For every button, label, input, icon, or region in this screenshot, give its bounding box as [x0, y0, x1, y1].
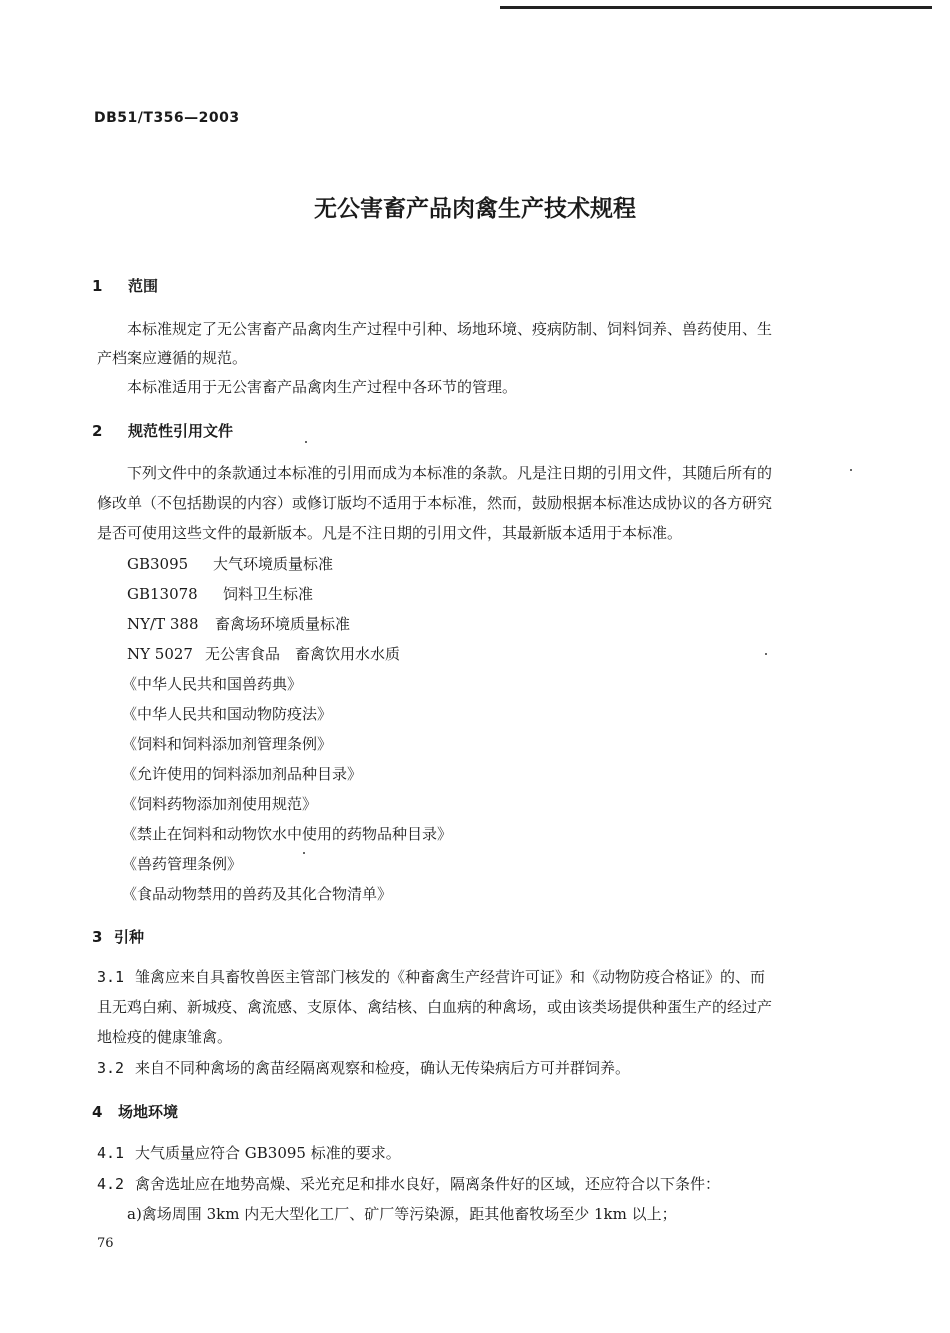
top-rule — [500, 6, 932, 9]
reference-name: 畜禽场环境质量标准 — [215, 615, 351, 633]
clause-number: 4.2 — [97, 1175, 125, 1193]
reference-item — [127, 613, 350, 634]
clause-3-1 — [97, 966, 765, 987]
clause-number: 3.1 — [97, 968, 125, 986]
reference-item — [127, 583, 313, 604]
clause-number: 3.2 — [97, 1059, 125, 1077]
reference-document: 《饲料和饲料添加剂管理条例》 — [122, 735, 333, 753]
reference-code: NY/T 388 — [127, 615, 199, 633]
section-title: 引种 — [114, 928, 145, 946]
clause-text: 雏禽应来自具畜牧兽医主管部门核发的《种畜禽生产经营许可证》和《动物防疫合格证》的、而 — [135, 968, 766, 986]
clause-4-2 — [97, 1173, 720, 1194]
document-title: 无公害畜产品肉禽生产技术规程 — [314, 196, 636, 222]
document-code: DB51/T356—2003 — [94, 110, 240, 126]
paragraph-line: 地检疫的健康雏禽。 — [97, 1028, 233, 1046]
clause-number: 4.1 — [97, 1144, 125, 1162]
section-number: 1 — [92, 277, 103, 295]
reference-document: 《兽药管理条例》 — [122, 855, 243, 873]
reference-document: 《中华人民共和国兽药典》 — [122, 675, 303, 693]
section-number: 2 — [92, 422, 103, 440]
reference-document: 《中华人民共和国动物防疫法》 — [122, 705, 333, 723]
paragraph-line: 下列文件中的条款通过本标准的引用而成为本标准的条款。凡是注日期的引用文件，其随后所有的 — [127, 464, 773, 482]
reference-document: 《允许使用的饲料添加剂品种目录》 — [122, 765, 363, 783]
reference-document: 《食品动物禁用的兽药及其化合物清单》 — [122, 885, 393, 903]
reference-document: 《饲料药物添加剂使用规范》 — [122, 795, 318, 813]
section-title: 范围 — [128, 277, 159, 295]
reference-name: 饲料卫生标准 — [223, 585, 314, 603]
reference-name: 无公害食品 畜禽饮用水水质 — [205, 645, 401, 663]
clause-4-1 — [97, 1142, 401, 1163]
reference-code: GB13078 — [127, 585, 198, 603]
scan-speck — [303, 852, 305, 854]
paragraph-line: 修改单（不包括勘误的内容）或修订版均不适用于本标准，然而，鼓励根据本标准达成协议的各方研究 — [97, 494, 773, 512]
reference-item — [127, 643, 400, 664]
paragraph-line: 本标准适用于无公害畜产品禽肉生产过程中各环节的管理。 — [127, 378, 518, 396]
section-4-heading — [92, 1101, 178, 1122]
list-item-a: a)禽场周围 3km 内无大型化工厂、矿厂等污染源，距其他畜牧场至少 1km 以上； — [127, 1205, 677, 1223]
page-number: 76 — [97, 1236, 114, 1251]
reference-document: 《禁止在饲料和动物饮水中使用的药物品种目录》 — [122, 825, 453, 843]
section-1-heading — [92, 275, 158, 296]
section-2-heading — [92, 420, 233, 441]
section-number: 3 — [92, 928, 103, 946]
reference-code: GB3095 — [127, 555, 189, 573]
clause-text: 来自不同种禽场的禽苗经隔离观察和检疫，确认无传染病后方可并群饲养。 — [135, 1059, 631, 1077]
reference-item — [127, 553, 333, 574]
scan-speck — [305, 441, 307, 443]
clause-text: 禽舍选址应在地势高燥、采光充足和排水良好，隔离条件好的区域，还应符合以下条件： — [135, 1175, 721, 1193]
section-3-heading — [92, 926, 144, 947]
paragraph-line: 本标准规定了无公害畜产品禽肉生产过程中引种、场地环境、疫病防制、饲料饲养、兽药使用、生 — [127, 320, 773, 338]
clause-text: 大气质量应符合 GB3095 标准的要求。 — [135, 1144, 401, 1162]
paragraph-line: 是否可使用这些文件的最新版本。凡是不注日期的引用文件，其最新版本适用于本标准。 — [97, 524, 683, 542]
section-title: 场地环境 — [118, 1103, 179, 1121]
scan-speck — [850, 469, 852, 471]
section-title: 规范性引用文件 — [128, 422, 234, 440]
reference-name: 大气环境质量标准 — [213, 555, 334, 573]
clause-3-2 — [97, 1057, 630, 1078]
paragraph-line: 产档案应遵循的规范。 — [97, 349, 248, 367]
reference-code: NY 5027 — [127, 645, 193, 663]
scan-speck — [765, 653, 767, 655]
section-number: 4 — [92, 1103, 103, 1121]
paragraph-line: 且无鸡白痢、新城疫、禽流感、支原体、禽结核、白血病的种禽场，或由该类场提供种蛋生产的经过产 — [97, 998, 773, 1016]
